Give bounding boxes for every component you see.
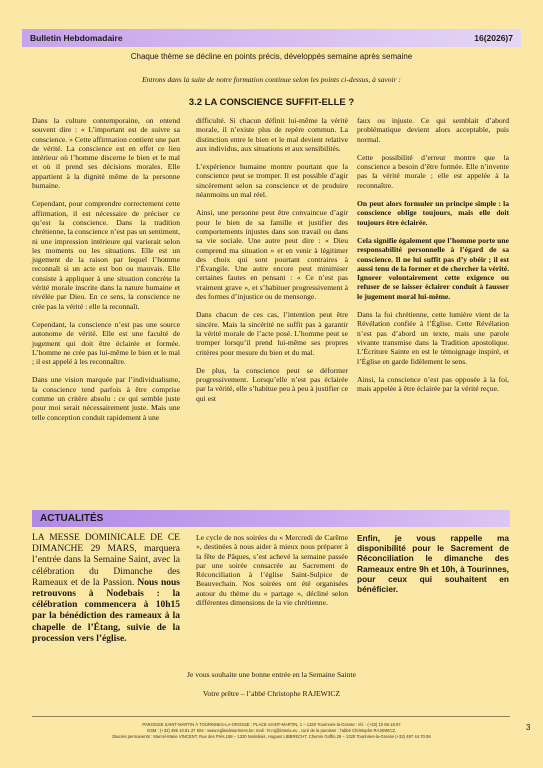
paragraph: Dans la culture contemporaine, on entend souvent dire : « L’important est de suivre sa conscience. » Cette affirmation contient une part de vérité. La conscience est en effet ce lieu intérieur où l’homme discerne le bien et le mal et où il prend ses décisions morales. Elle appartient à la dignité même de la personne humaine. (32, 116, 180, 191)
header-band (22, 29, 521, 47)
paragraph: Dans une vision marquée par l’individualisme, la conscience tend parfois à être comprise comme un critère absolu : ce qui semble juste pour moi serait nécessairement juste. Mais une telle conception conduit rapidement à une (32, 375, 180, 422)
news-column-2: Le cycle de nos soirées du « Mercredi de Carême », destinées à nous aider à mieux nous préparer à la fête de Pâques, s’est achevé la semaine passée par une soirée consacrée au Sacrement de Réconciliation à l’église Saint-Sulpice de Beauvechain. Nos soirées ont été organisées autour du thème du « partage », décliné selon différentes dimensions de la vie chrétienne. (196, 533, 348, 608)
actualites-title: ACTUALITÉS (40, 513, 104, 524)
signature: Votre prêtre – l’abbé Christophe RAJEWICZ (202, 689, 341, 698)
mass-details: Nous nous retrouvons à Nodebais : la célébration commencera à 10h15 par la bénédiction des rameaux à la chapelle de l’Étang, suivie de la procession vers l’église. (32, 577, 181, 644)
paragraph: faux ou injuste. Ce qui semblait d’abord problématique devient alors acceptable, puis normal. (357, 116, 509, 144)
paragraph: Dans la foi chrétienne, cette lumière vient de la Révélation confiée à l’Église. Cette Révélation n’est pas d’abord un texte, mais une parole vivante transmise dans la Tradition apostolique. L’Écriture Sainte en est le témoignage inspiré, et l’Église en garde fidèlement le sens. (357, 310, 509, 366)
footer-divider (32, 716, 510, 717)
paragraph: Cependant, pour comprendre correctement cette affirmation, il est nécessaire de préciser ce qu’est la conscience. Dans la tradition chrétienne, la conscience n’est pas un sentiment, ni une impression intérieure qui varierait selon les moments ou les situations. Elle est un jugement de la raison par lequel l’homme reconnaît si un acte est bon ou mauvais. Elle consiste à appliquer à une situation concrète la vérité morale inscrite dans la nature humaine et révélée par Dieu. En ce sens, la conscience ne crée pas la vérité : elle la reconnaît. (32, 199, 180, 311)
article-column-1 (32, 116, 180, 431)
closing-wish: Je vous souhaite une bonne entrée en la Semaine Sainte (187, 670, 356, 679)
principle-highlight: On peut alors formuler un principe simple : la conscience oblige toujours, mais elle doit toujours être éclairée. (357, 199, 509, 227)
paragraph: difficulté. Si chacun définit lui-même la vérité morale, il n’existe plus de repère commun. La distinction entre le bien et le mal devient relative aux individus, aux situations et aux sensibilités. (196, 116, 348, 153)
footer-line: Diacres permanents : Marcel-Marie VINCENT, Rue des Prés,168 – 1320 Nodebais, Hugues LIBBRECHT, Chemin Goffin,29 – 1320 Tourinnes-la-Grosse (+32) 497 44.70.06 (112, 734, 431, 739)
footer-line: PAROISSE SAINT-MARTIN À TOURINNES-LA-GROSSE ; PLACE SAINT-MARTIN, 1 – 1320 Tourinnes-la-Grosse : tél. : (+32) 10 86.18.57 (142, 722, 401, 727)
news-column-3: Enfin, je vous rappelle ma disponibilité pour le Sacrement de Réconciliation le dimanche des Rameaux entre 9h et 10h, à Tourinnes, pour ceux qui souhaitent en bénéficier. (357, 533, 509, 595)
paragraph: Cette possibilité d’erreur montre que la conscience a besoin d’être formée. Elle n’invente pas la vérité morale ; elle est appelée à la reconnaître. (357, 152, 509, 190)
article-column-2 (196, 116, 348, 412)
news-column-1 (32, 533, 180, 645)
paragraph: Ainsi, la conscience n’est pas opposée à la foi, mais appelée à être éclairée par la vérité reçue. (357, 374, 509, 394)
section-title: 3.2 LA CONSCIENCE SUFFIT-ELLE ? (188, 97, 355, 108)
responsibility-highlight: Cela signifie également que l’homme porte une responsabilité personnelle à l’égard de sa conscience. Il ne lui suffit pas d’y obéir ; il est aussi tenu de la former et de chercher la vérité. Ignorer volontairement cette exigence ou refuser de se laisser éclairer conduit à fausser le jugement moral lui-même. (357, 235, 509, 301)
paragraph: Dans chacun de ces cas, l’intention peut être sincère. Mais la sincérité ne suffit pas à garantir la vérité morale de l’acte posé. L’homme peut se tromper lorsqu’il prend lui-même ses propres critères pour mesure du bien et du mal. (196, 310, 348, 357)
paragraph: Ainsi, une personne peut être convaincue d’agir pour le bien de sa famille et justifier des comportements injustes dans son travail ou dans sa vie sociale. Une autre peut dire : « Dieu comprend ma situation » et en venir à légitimer des choix qui sont pourtant contraires à l’Évangile. Une autre encore peut minimiser certaines fautes en pensant : « Ce n’est pas vraiment grave », et s’habituer progressivement à des formes d’injustice ou de mensonge. (196, 208, 348, 302)
actualites-band (32, 510, 510, 527)
paragraph: De plus, la conscience peut se déformer progressivement. Lorsqu’elle n’est pas éclairée par la vérité, elle s’habitue peu à peu à justifier ce qui est (196, 365, 348, 403)
article-column-3 (357, 116, 509, 402)
issue-number: 16(2026)7 (474, 33, 513, 43)
bulletin-title: Bulletin Hebdomadaire (30, 33, 123, 43)
paragraph: L’expérience humaine montre pourtant que la conscience peut se tromper. Il est possible d’agir sincèrement selon sa conscience et de produire néanmoins un mal réel. (196, 162, 348, 200)
footer (0, 722, 543, 740)
footer-line: GSM : (+32) 495 10.81.37 Site : www.egliseàtourinnes.be; mail : R.roj@interia.eu , curé de la paroisse : l’abbé Christophe RAJEWICZ, (146, 728, 397, 733)
tagline: Chaque thème se décline en points précis, développés semaine après semaine (130, 52, 413, 61)
paragraph: Cependant, la conscience n’est pas une source autonome de vérité. Elle est une faculté de jugement qui doit être éclairée et formée. L’homme ne crée pas lui-même le bien et le mal ; il est appelé à les reconnaître. (32, 319, 180, 367)
page-number: 3 (526, 723, 531, 732)
mass-announcement: LA MESSE DOMINICALE DE CE DIMANCHE 29 MARS, marquera l’entrée dans la Semaine Saint, avec la célébration du Dimanche des Rameaux et de la Passion. (32, 533, 180, 588)
intro-text: Entrons dans la suite de notre formation continue selon les points ci-dessus, à savoir : (142, 75, 401, 84)
